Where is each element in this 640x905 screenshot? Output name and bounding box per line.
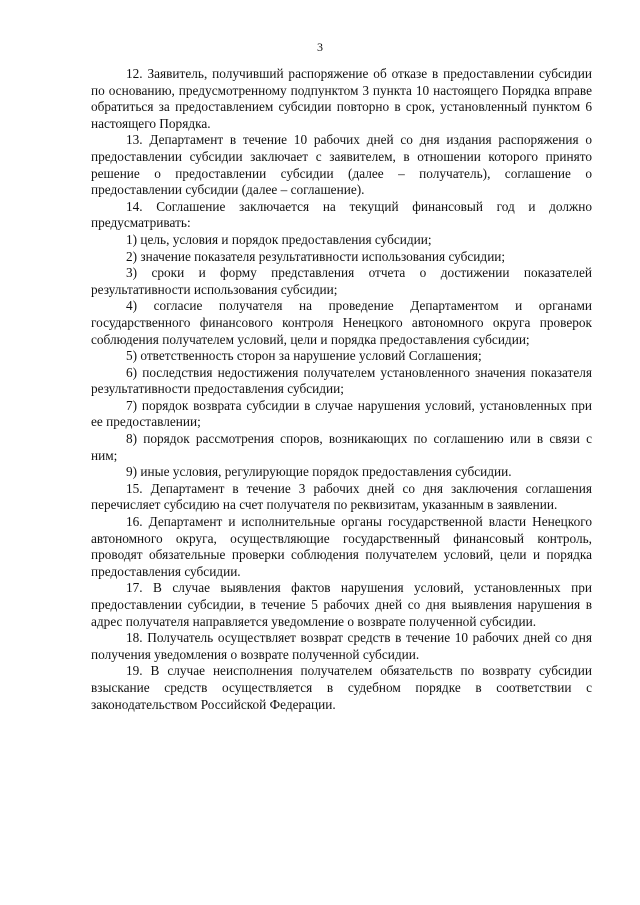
list-item-8: 8) порядок рассмотрения споров, возникающих по соглашению или в связи с ним; bbox=[91, 431, 592, 463]
list-item-9: 9) иные условия, регулирующие порядок предоставления субсидии. bbox=[126, 464, 512, 480]
page-number: 3 bbox=[317, 40, 323, 54]
paragraph-18: 18. Получатель осуществляет возврат средств в течение 10 рабочих дней со дня получения уведомления о возврате полученной субсидии. bbox=[91, 630, 592, 662]
list-item-3: 3) сроки и форму представления отчета о достижении показателей результативности использования субсидии; bbox=[91, 265, 592, 297]
list-item-7: 7) порядок возврата субсидии в случае нарушения условий, установленных при ее предоставлении; bbox=[91, 397, 592, 430]
paragraph-13: 13. Департамент в течение 10 рабочих дней со дня издания распоряжения о предоставлении субсидии заключает с заявителем, в отношении которого принято решение о предоставлении субсидии (далее – получатель), соглашение о предоставлении субсидии (далее – соглашение). bbox=[91, 132, 592, 198]
paragraph-14: 14. Соглашение заключается на текущий финансовый год и должно предусматривать: bbox=[91, 198, 592, 231]
document-body bbox=[91, 66, 592, 713]
paragraph-17: 17. В случае выявления фактов нарушения условий, установленных при предоставлении субсидии, в течение 5 рабочих дней со дня выявления нарушения в адрес получателя направляется уведомление о возврате полученной субсидии. bbox=[91, 580, 592, 629]
paragraph-19: 19. В случае неисполнения получателем обязательств по возврату субсидии взыскание средств осуществляется в судебном порядке в соответствии с законодательством Российской Федерации. bbox=[91, 663, 592, 712]
list-item-5: 5) ответственность сторон за нарушение условий Соглашения; bbox=[126, 348, 482, 364]
paragraph-12: 12. Заявитель, получивший распоряжение об отказе в предоставлении субсидии по основанию, предусмотренному подпунктом 3 пункта 10 настоящего Порядка вправе обратиться за предоставлением субсидии повторно в срок, установленный пунктом 6 настоящего Порядка. bbox=[91, 66, 592, 131]
list-item-2: 2) значение показателя результативности использования субсидии; bbox=[126, 248, 506, 264]
list-item-4: 4) согласие получателя на проведение Департаментом и органами государственного финансового контроля Ненецкого автономного округа проверок соблюдения получателем условий, цели и порядка предоставления субсидии; bbox=[91, 298, 592, 347]
list-item-1: 1) цель, условия и порядок предоставления субсидии; bbox=[126, 231, 432, 247]
paragraph-16: 16. Департамент и исполнительные органы государственной власти Ненецкого автономного округа, осуществляющие государственный финансовый контроль, проводят обязательные проверки соблюдения получателем условий, цели и порядка предоставления субсидии. bbox=[91, 514, 592, 579]
list-item-6: 6) последствия недостижения получателем установленного значения показателя результативности предоставления субсидии; bbox=[91, 364, 592, 397]
paragraph-15: 15. Департамент в течение 3 рабочих дней со дня заключения соглашения перечисляет субсидию на счет получателя по реквизитам, указанным в заявлении. bbox=[91, 480, 592, 513]
